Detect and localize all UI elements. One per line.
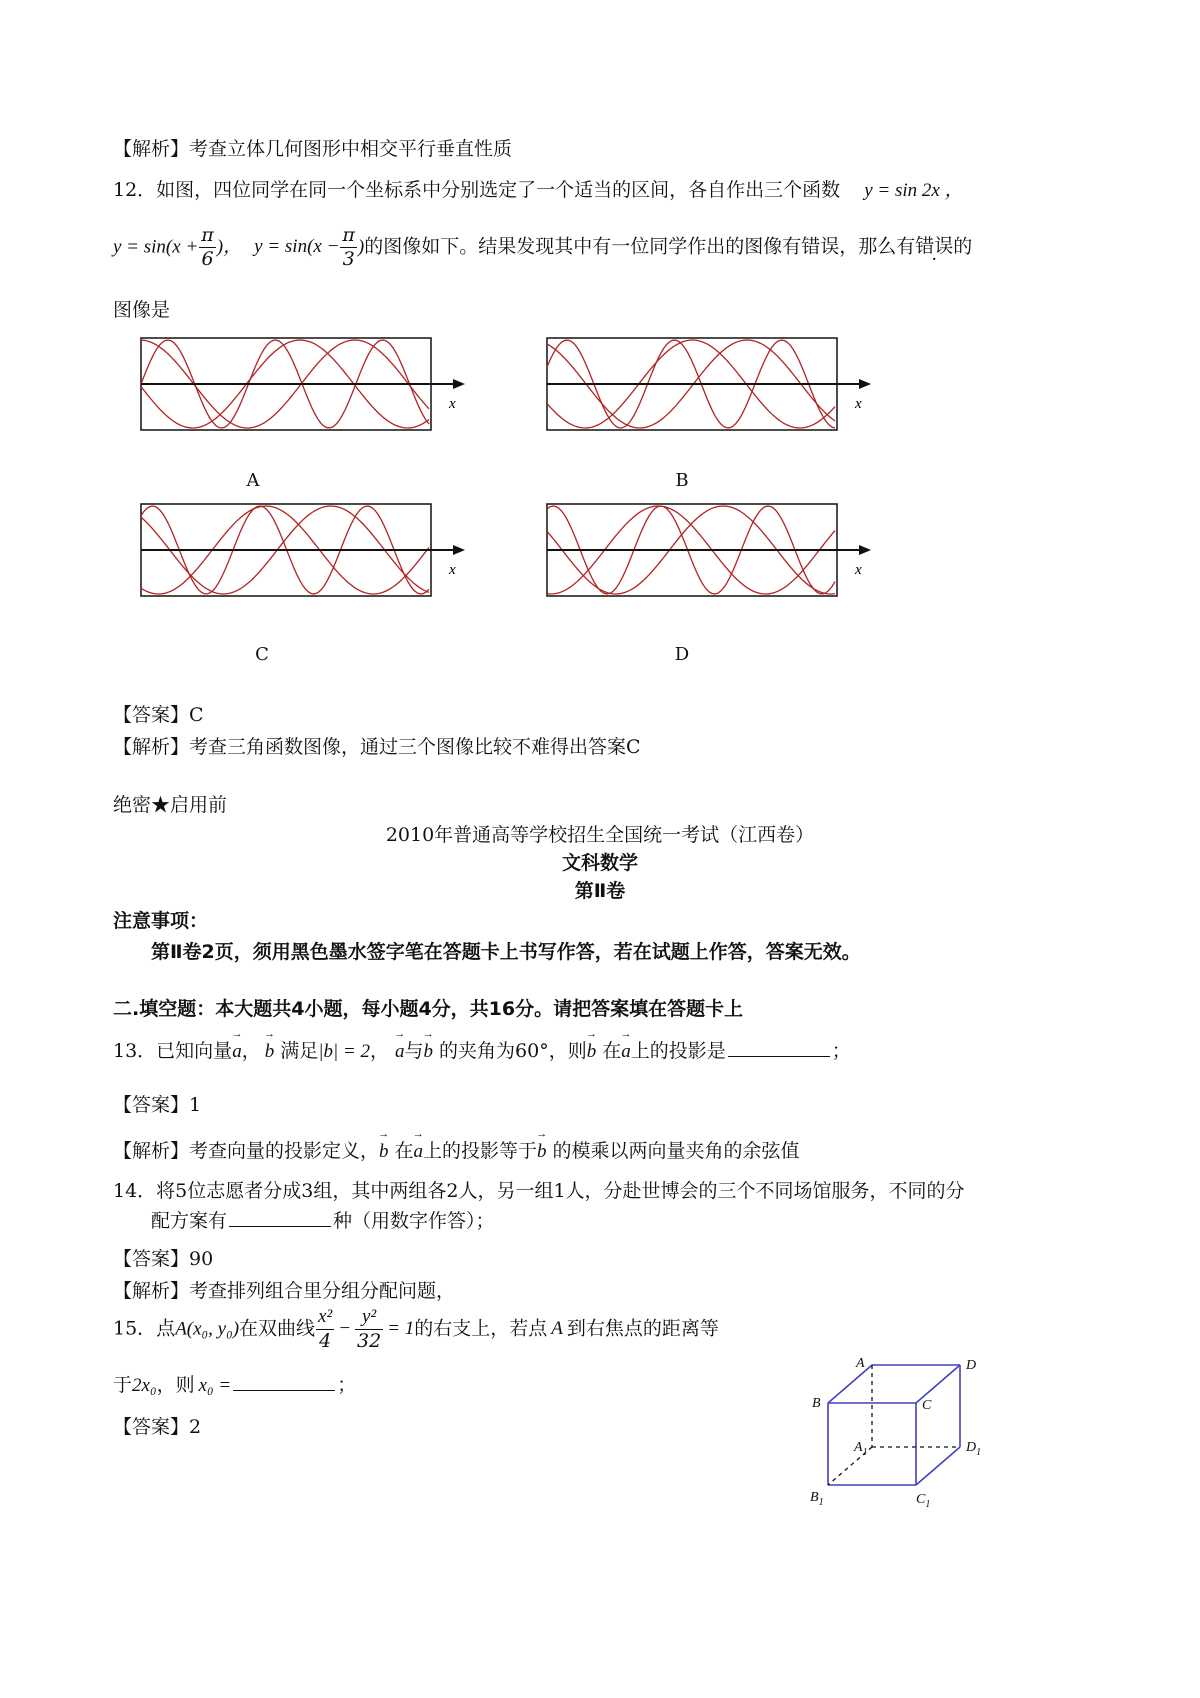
graph-a-axis-arrow bbox=[453, 379, 465, 389]
vertex-c1: $C_1$ bbox=[916, 1492, 931, 1510]
question-12-line2: y = sin(x + $\frac{\pi}{6}$ )， y = sin(x − $\frac{\pi}{3}$ )的图像如下。结果发现其中有一位同学作出的图像有错误，那么有错误的 bbox=[113, 224, 973, 270]
graph-label-d: D bbox=[674, 644, 690, 665]
graph-label-c: C bbox=[255, 644, 269, 665]
question-15-line1: 15．点A(x₀, y₀)在双曲线 $\frac{\text{x²}}{4}$ − $\frac{\text{y²}}{32}$ = 1的右支上，若点 A 到右焦点的距离等 bbox=[113, 1306, 719, 1352]
answer-blank-13[interactable] bbox=[728, 1038, 830, 1057]
answer-13: 【答案】1 bbox=[113, 1094, 202, 1116]
question-13: 13．已知向量→ a，→ b 满足|b| = 2，→ a与→ b 的夹角为60°，则→ b 在→ a上的投影是 ； bbox=[113, 1036, 851, 1063]
analysis-14: 【解析】考查排列组合里分组分配问题， bbox=[113, 1280, 456, 1302]
answer-blank-15[interactable] bbox=[233, 1372, 335, 1391]
analysis-12: 【解析】考查三角函数图像，通过三个图像比较不难得出答案C bbox=[113, 736, 641, 758]
graph-d-axis-arrow bbox=[859, 545, 871, 555]
question-14-line2: 配方案有 种（用数字作答）； bbox=[151, 1210, 495, 1232]
graph-a bbox=[141, 338, 465, 430]
sine-graphs-figure bbox=[0, 330, 1200, 710]
graph-label-b: B bbox=[675, 470, 689, 491]
section-2-heading: 二.填空题：本大题共4小题，每小题4分，共16分。请把答案填在答题卡上 bbox=[113, 998, 744, 1020]
answer-12: 【答案】C bbox=[113, 704, 204, 726]
graph-d-x-label: x bbox=[855, 562, 862, 578]
notice-heading: 注意事项： bbox=[113, 910, 209, 932]
analysis-11: 【解析】考查立体几何图形中相交平行垂直性质 bbox=[113, 138, 513, 160]
graph-b-axis-arrow bbox=[859, 379, 871, 389]
subject-title: 文科数学 bbox=[561, 852, 638, 874]
question-12-line1: 12．如图，四位同学在同一个坐标系中分别选定了一个适当的区间，各自作出三个函数 y = sin 2x ， bbox=[113, 179, 964, 201]
vertex-a: A bbox=[856, 1356, 865, 1371]
question-12-line3: 图像是 bbox=[113, 299, 171, 321]
exam-title: 2010年普通高等学校招生全国统一考试（江西卷） bbox=[385, 824, 815, 846]
cube-edges bbox=[828, 1365, 960, 1485]
graph-b bbox=[547, 338, 871, 430]
answer-14: 【答案】90 bbox=[113, 1248, 214, 1270]
graph-d bbox=[547, 504, 871, 596]
cube-figure bbox=[810, 1355, 1080, 1525]
answer-15: 【答案】2 bbox=[113, 1416, 202, 1438]
vertex-a1: $A_1$ bbox=[854, 1440, 868, 1458]
answer-blank-14[interactable] bbox=[229, 1208, 331, 1227]
secret-label: 绝密★启用前 bbox=[113, 794, 228, 816]
graph-label-a: A bbox=[246, 470, 260, 491]
vertex-b1: $B_1$ bbox=[810, 1490, 824, 1508]
graph-b-x-label: x bbox=[855, 396, 862, 412]
vertex-c: C bbox=[922, 1398, 932, 1413]
analysis-13: 【解析】考查向量的投影定义，→ b 在→ a上的投影等于→ b 的模乘以两向量夹角的余弦值 bbox=[113, 1136, 800, 1163]
volume-title: 第Ⅱ卷 bbox=[574, 880, 626, 902]
graph-c-x-label: x bbox=[449, 562, 456, 578]
question-15-line2: 于2x₀，则 x₀ = ； bbox=[113, 1374, 357, 1396]
notice-body: 第Ⅱ卷2页，须用黑色墨水签字笔在答题卡上书写作答，若在试题上作答，答案无效。 bbox=[151, 941, 861, 963]
question-14-line1: 14．将5位志愿者分成3组，其中两组各2人，另一组1人，分赴世博会的三个不同场馆服务，不同的分 bbox=[113, 1180, 965, 1202]
graph-c-axis-arrow bbox=[453, 545, 465, 555]
graph-c bbox=[141, 504, 465, 596]
graph-a-x-label: x bbox=[449, 396, 456, 412]
vertex-b: B bbox=[812, 1396, 821, 1411]
vertex-d1: $D_1$ bbox=[966, 1440, 982, 1458]
vertex-d: D bbox=[966, 1358, 977, 1373]
